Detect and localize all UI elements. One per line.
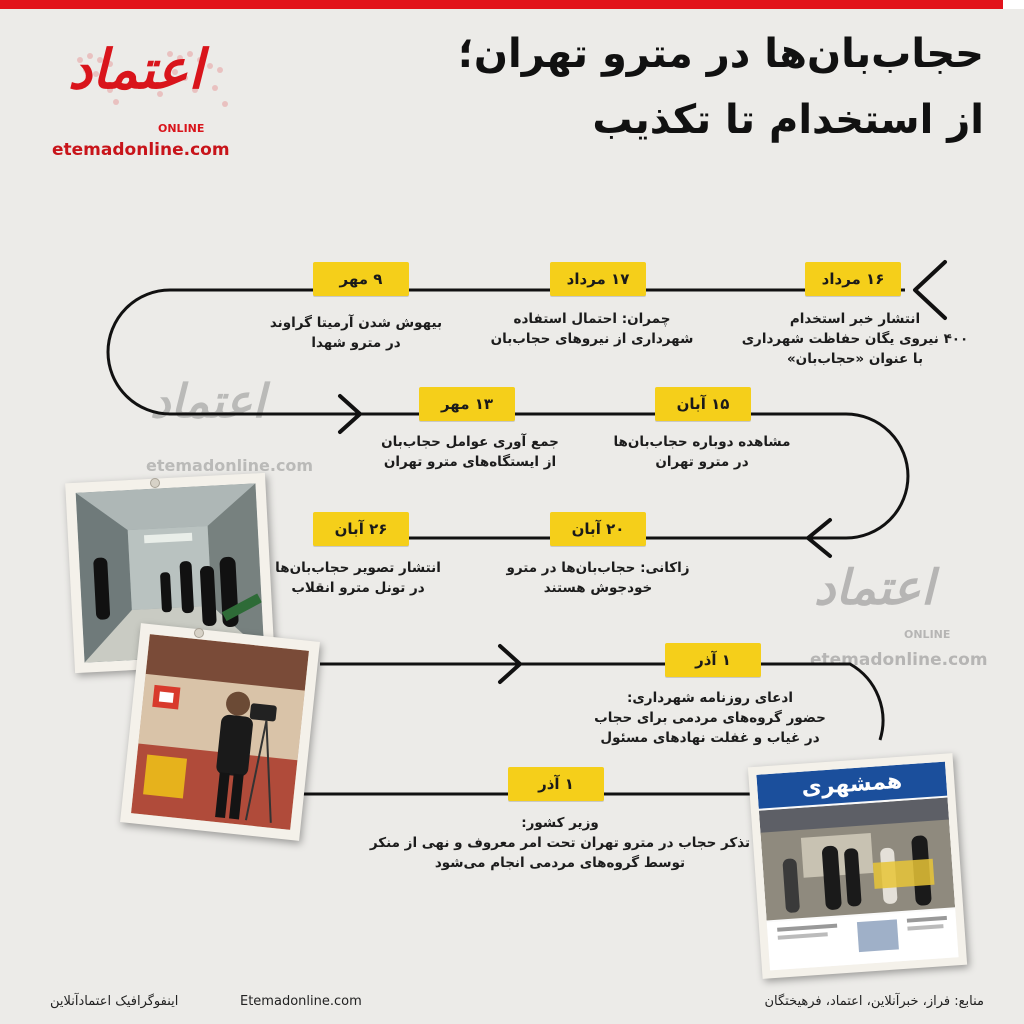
logo-online: ONLINE	[158, 122, 205, 135]
event-line: وزیر کشور:	[521, 815, 599, 831]
event-line: شهرداری از نیروهای حجاب‌بان	[490, 331, 694, 347]
photo-cameraman-image	[131, 634, 309, 830]
date-badge: ۱۷ مرداد	[550, 262, 646, 296]
event-line: از ایستگاه‌های مترو تهران	[383, 454, 557, 470]
event-text	[735, 309, 975, 369]
photo-cameraman[interactable]	[120, 623, 320, 841]
watermark-2-wordmark: اعتماد	[814, 560, 935, 616]
newspaper-masthead: همشهری	[756, 762, 947, 809]
event-line: انتشار خبر استخدام	[789, 311, 921, 327]
event-text	[482, 309, 702, 349]
event-text	[248, 558, 468, 598]
watermark-2-online: ONLINE	[904, 628, 951, 641]
date-badge: ۲۰ آبان	[550, 512, 646, 546]
event-text	[360, 432, 580, 472]
event-line: ادعای روزنامه شهرداری:	[627, 690, 793, 706]
date-badge: ۱ آذر	[665, 643, 761, 677]
event-line: توسط گروه‌های مردمی انجام می‌شود	[434, 855, 686, 871]
pin-icon	[194, 628, 204, 638]
event-line: با عنوان «حجاب‌بان»	[786, 351, 924, 367]
title-line-2: از استخدام تا تکذیب	[592, 97, 984, 143]
pin-icon	[150, 478, 160, 488]
footer-site[interactable]: Etemadonline.com	[240, 994, 362, 1009]
event-line: بیهوش شدن آرمیتا گراوند	[269, 315, 443, 331]
date-badge: ۱۳ مهر	[419, 387, 515, 421]
logo-site: etemadonline.com	[52, 140, 230, 160]
title-line-1: حجاب‌بان‌ها در مترو تهران؛	[457, 31, 984, 77]
event-line: جمع آوری عوامل حجاب‌بان	[381, 434, 559, 450]
event-text	[350, 813, 770, 873]
photo-newspaper[interactable]	[748, 753, 967, 979]
event-line: در مترو تهران	[655, 454, 749, 470]
event-text	[580, 688, 840, 748]
event-line: مشاهده دوباره حجاب‌بان‌ها	[613, 434, 791, 450]
event-text	[488, 558, 708, 598]
footer-credit: اینفوگرافیک اعتمادآنلاین	[50, 994, 179, 1009]
event-line: در غیاب و غفلت نهادهای مسئول	[600, 730, 820, 746]
date-badge: ۱ آذر	[508, 767, 604, 801]
event-line: در مترو شهدا	[311, 335, 401, 351]
date-badge: ۲۶ آبان	[313, 512, 409, 546]
photo-newspaper-image	[756, 762, 958, 971]
event-line: تذکر حجاب در مترو تهران تحت امر معروف و نهی از منکر	[369, 835, 751, 851]
footer-sources: منابع: فراز، خبرآنلاین، اعتماد، فرهیختگان	[764, 994, 984, 1009]
event-line: چمران: احتمال استفاده	[513, 311, 671, 327]
watermark-1-site: etemadonline.com	[146, 456, 314, 475]
newspaper-photo-illustration	[759, 798, 959, 971]
event-text	[592, 432, 812, 472]
event-line: انتشار تصویر حجاب‌بان‌ها	[275, 560, 441, 576]
event-line: خودجوش هستند	[543, 580, 653, 596]
watermark-1-wordmark: اعتماد	[150, 374, 266, 428]
cameraman-illustration	[131, 634, 309, 830]
date-badge: ۱۶ مرداد	[805, 262, 901, 296]
event-line: ۴۰۰ نیروی یگان حفاظت شهرداری	[741, 331, 969, 347]
date-badge: ۱۵ آبان	[655, 387, 751, 421]
date-badge: ۹ مهر	[313, 262, 409, 296]
watermark-2-site: etemadonline.com	[810, 650, 988, 670]
event-text	[246, 313, 466, 353]
event-line: زاکانی: حجاب‌بان‌ها در مترو	[506, 560, 690, 576]
event-line: در تونل مترو انقلاب	[291, 580, 425, 596]
event-line: حضور گروه‌های مردمی برای حجاب	[594, 710, 826, 726]
logo-wordmark: اعتماد	[68, 38, 204, 101]
